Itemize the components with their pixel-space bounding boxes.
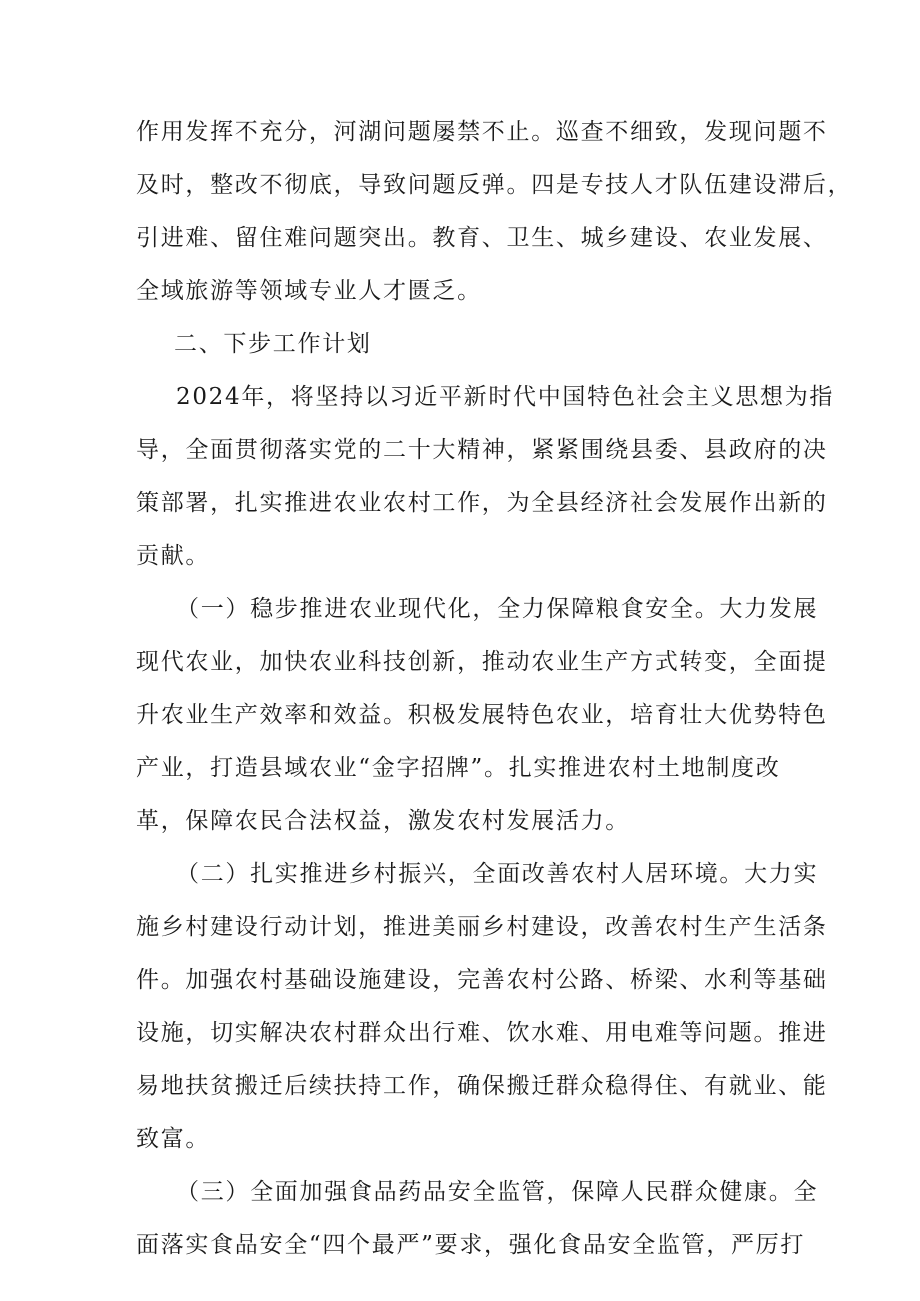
text-line: 升农业生产效率和效益。积极发展特色农业，培育壮大优势特色 — [136, 702, 828, 728]
text-line: 策部署，扎实推进农业农村工作，为全县经济社会发展作出新的 — [136, 490, 828, 516]
text-line: 设施，切实解决农村群众出行难、饮水难、用电难等问题。推进 — [136, 1020, 828, 1046]
text-line: 引进难、留住难问题突出。教育、卫生、城乡建设、农业发展、 — [136, 225, 828, 251]
text-line: 易地扶贫搬迁后续扶持工作，确保搬迁群众稳得住、有就业、能 — [136, 1073, 828, 1099]
text-line: 及时，整改不彻底，导致问题反弹。四是专技人才队伍建设滞后， — [136, 172, 853, 198]
text-line: 面落实食品安全“四个最严”要求，强化食品安全监管，严厉打 — [136, 1232, 806, 1258]
text-line: 产业，打造县域农业“金字招牌”。扎实推进农村土地制度改 — [136, 755, 781, 781]
text-line: 全域旅游等领域专业人才匮乏。 — [136, 278, 482, 304]
section-heading: 二、下步工作计划 — [174, 331, 372, 357]
text-line: （二）扎实推进乡村振兴，全面改善农村人居环境。大力实 — [176, 861, 819, 887]
text-line: 致富。 — [136, 1126, 211, 1152]
text-line: 件。加强农村基础设施建设，完善农村公路、桥梁、水利等基础 — [136, 967, 828, 993]
text-line: 作用发挥不充分，河湖问题屡禁不止。巡查不细致，发现问题不 — [136, 119, 828, 145]
text-line: 导，全面贯彻落实党的二十大精神，紧紧围绕县委、县政府的决 — [136, 437, 828, 463]
text-line: 贡献。 — [136, 543, 211, 569]
text-line: 2024年，将坚持以习近平新时代中国特色社会主义思想为指 — [176, 384, 835, 410]
text-line: 施乡村建设行动计划，推进美丽乡村建设，改善农村生产生活条 — [136, 914, 828, 940]
text-line: （一）稳步推进农业现代化，全力保障粮食安全。大力发展 — [176, 596, 819, 622]
text-line: （三）全面加强食品药品安全监管，保障人民群众健康。全 — [176, 1179, 819, 1205]
text-line: 革，保障农民合法权益，激发农村发展活力。 — [136, 808, 630, 834]
text-line: 现代农业，加快农业科技创新，推动农业生产方式转变，全面提 — [136, 649, 828, 675]
